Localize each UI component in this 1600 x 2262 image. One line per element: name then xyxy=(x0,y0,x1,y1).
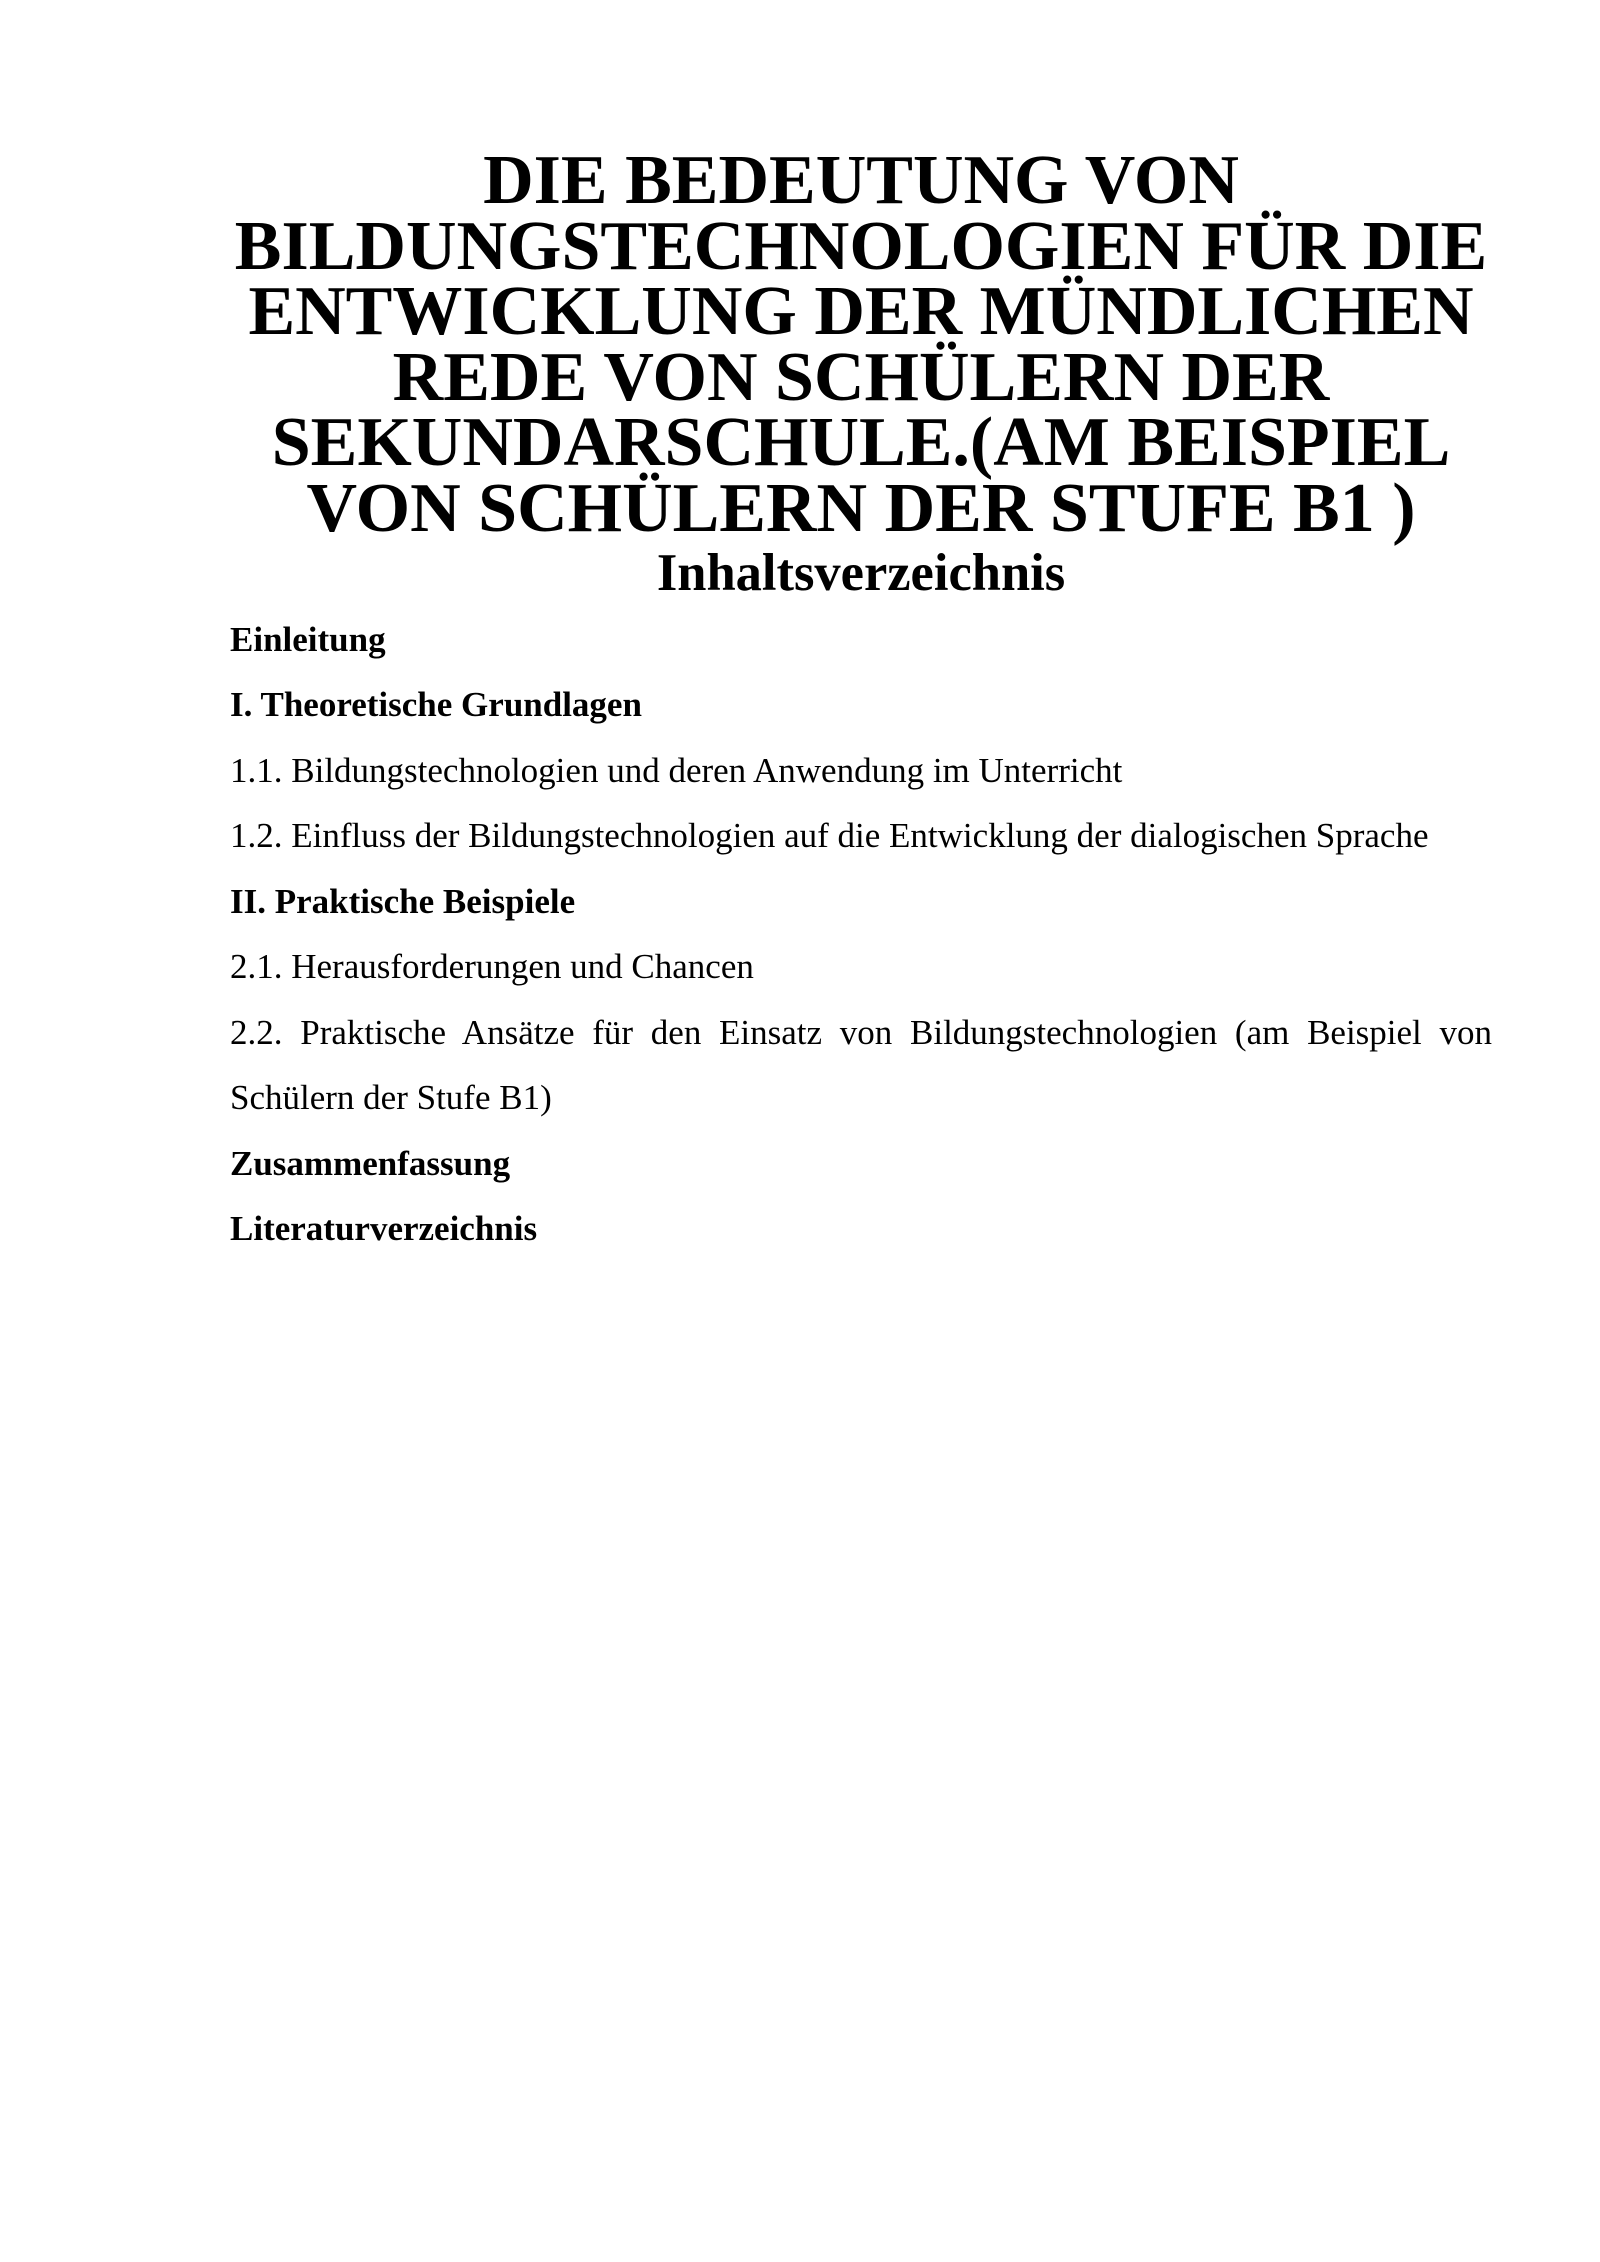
page-content xyxy=(230,142,1492,1262)
toc-entry-section-1-1: 1.1. Bildungstechnologien und deren Anwendung im Unterricht xyxy=(230,750,1123,790)
toc-entry-section-2-1: 2.1. Herausforderungen und Chancen xyxy=(230,947,754,986)
toc-entry-section-2-2: 2.2. Praktische Ansätze für den Einsatz von Bildungstechnologien (am Beispiel von Schülern der Stufe B1) xyxy=(230,1012,1492,1117)
title-line-2: ENTWICKLUNG DER MÜNDLICHEN REDE VON SCHÜLERN DER xyxy=(248,273,1474,416)
toc-entry-literaturverzeichnis: Literaturverzeichnis xyxy=(230,1209,538,1248)
title-line-3: SEKUNDARSCHULE.(AM BEISPIEL VON SCHÜLERN DER STUFE B1 ) xyxy=(271,404,1451,547)
table-of-contents xyxy=(230,607,1492,1262)
toc-entry-chapter-2: II. Praktische Beispiele xyxy=(230,881,576,921)
toc-entry-zusammenfassung: Zusammenfassung xyxy=(230,1143,511,1183)
title-line-1: DIE BEDEUTUNG VON BILDUNGSTECHNOLOGIEN FÜR DIE xyxy=(234,142,1488,285)
toc-heading: Inhaltsverzeichnis xyxy=(656,544,1066,602)
toc-entry-section-1-2: 1.2. Einfluss der Bildungstechnologien auf die Entwicklung der dialogischen Sprache xyxy=(230,816,1429,855)
toc-entry-einleitung: Einleitung xyxy=(230,619,386,659)
toc-entry-chapter-1: I. Theoretische Grundlagen xyxy=(230,685,642,724)
document-title xyxy=(230,142,1492,547)
